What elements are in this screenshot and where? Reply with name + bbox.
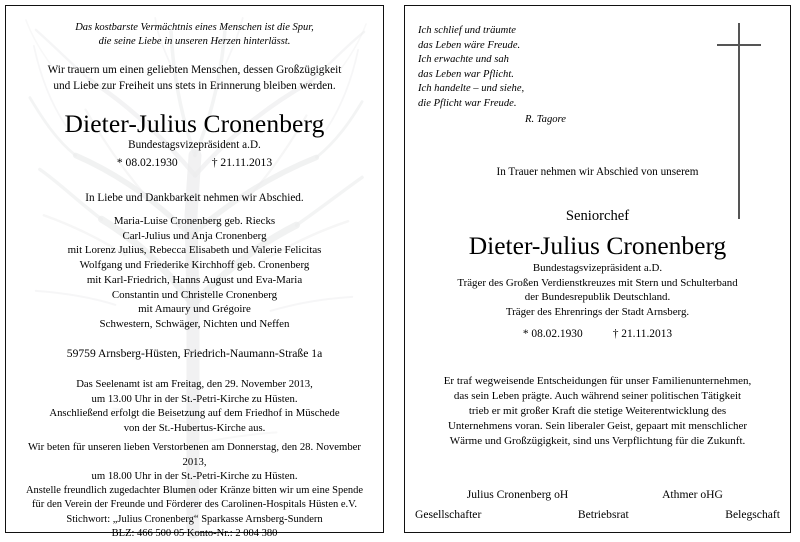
prayer-service-info: [16, 440, 373, 484]
service-line: um 13.00 Uhr in der St.-Petri-Kirche zu Hüsten.: [91, 392, 298, 405]
memorial-verse: [26, 21, 363, 49]
birth-date: * 08.02.1930: [522, 328, 583, 340]
service-line: Das Seelenamt ist am Freitag, den 29. November 2013,: [76, 378, 313, 390]
family-member: mit Lorenz Julius, Rebecca Elisabeth und Valerie Felicitas: [67, 244, 322, 257]
family-member: Carl-Julius und Anja Cronenberg: [122, 229, 267, 242]
tribute-line: Wärme und Großzügigkeit, sind uns Verpflichtung für die Zukunft.: [449, 435, 746, 448]
obituary-notice-family: [5, 5, 384, 540]
verse-line: Das kostbarste Vermächtnis eines Menschen ist die Spur,: [75, 22, 314, 33]
poem-line: Ich erwachte und sah: [418, 54, 509, 66]
verse-line: die seine Liebe in unseren Herzen hinterlässt.: [98, 36, 291, 47]
intro-line: Wir trauern um einen geliebten Menschen, dessen Großzügigkeit: [47, 64, 342, 76]
cross-icon-horizontal: [717, 44, 761, 46]
signatory-roles: [415, 508, 780, 521]
donation-line: für den Verein der Freunde und Förderer des Carolinen-Hospitals Hüsten e.V.: [31, 499, 358, 511]
company-name-2: Athmer oHG: [662, 488, 723, 501]
obituary-notice-company: [404, 5, 791, 533]
honor-line: Bundestagsvizepräsident a.D.: [532, 262, 663, 274]
signatory-role-shareholders: Gesellschafter: [415, 508, 482, 521]
family-member: mit Karl-Friedrich, Hanns August und Eva-Maria: [86, 273, 303, 286]
life-dates: [16, 156, 373, 169]
company-name-1: Julius Cronenberg oH: [466, 488, 569, 501]
poem-line: Ich handelte – und siehe,: [418, 83, 525, 95]
donation-line: Stichwort: „Julius Cronenberg“ Sparkasse Arnsberg-Sundern: [66, 513, 323, 525]
family-address: 59759 Arnsberg-Hüsten, Friedrich-Naumann-Straße 1a: [66, 347, 323, 360]
family-member: Wolfgang und Friederike Kirchhoff geb. Cronenberg: [79, 259, 310, 272]
honor-line: der Bundesrepublik Deutschland.: [524, 291, 671, 304]
death-date: † 21.11.2013: [612, 328, 673, 340]
deceased-name: Dieter-Julius Cronenberg: [468, 231, 727, 260]
poem-line: das Leben war Pflicht.: [418, 68, 514, 80]
death-date: † 21.11.2013: [211, 156, 273, 169]
donation-line: BLZ: 466 500 05 Konto-Nr.: 2 004 380: [111, 528, 278, 540]
honor-line: Träger des Großen Verdienstkreuzes mit Stern und Schulterband: [457, 276, 738, 289]
prayer-line: um 18.00 Uhr in der St.-Petri-Kirche zu Hüsten.: [91, 470, 298, 483]
mourning-intro: [24, 63, 365, 94]
tagore-poem: [418, 24, 566, 127]
donation-request: [18, 484, 371, 542]
family-member: Constantin und Christelle Cronenberg: [111, 288, 278, 301]
tribute-line: trieb er mit großer Kraft die stetige Weiterentwicklung des: [468, 405, 727, 418]
intro-line: und Liebe zur Freiheit uns stets in Erinnerung bleiben werden.: [53, 79, 336, 92]
family-member: Maria-Luise Cronenberg geb. Riecks: [113, 215, 276, 227]
signatory-companies: [419, 488, 776, 501]
farewell-text: In Liebe und Dankbarkeit nehmen wir Abschied.: [85, 192, 304, 204]
company-tribute: [419, 374, 776, 449]
donation-line: Anstelle freundlich zugedachter Blumen oder Kränze bitten wir um eine Spende: [25, 485, 364, 496]
deceased-title: Bundestagsvizepräsident a.D.: [128, 139, 261, 151]
senior-label: Seniorchef: [565, 208, 630, 224]
life-dates: [415, 328, 780, 340]
poem-line: das Leben wäre Freude.: [418, 39, 521, 51]
funeral-service-info: [20, 377, 369, 435]
cross-icon-vertical: [738, 23, 740, 219]
prayer-line: Wir beten für unseren lieben Verstorbenen am Donnerstag, den 28. November 2013,: [28, 441, 361, 468]
signatory-role-workforce: Belegschaft: [725, 508, 780, 521]
mourning-lead: In Trauer nehmen wir Abschied von unserem: [496, 166, 699, 178]
poem-attribution: R. Tagore: [524, 113, 566, 125]
honors-list: [415, 261, 780, 319]
family-list: [16, 214, 373, 332]
honor-line: Träger des Ehrenrings der Stadt Arnsberg.: [505, 305, 690, 318]
family-member: Schwestern, Schwäger, Nichten und Neffen: [99, 317, 290, 330]
tribute-line: das sein Leben prägte. Auch während seiner politischen Tätigkeit: [453, 390, 742, 403]
signatory-role-works-council: Betriebsrat: [577, 508, 629, 521]
tribute-line: Unternehmens voran. Sein liberaler Geist, gepaart mit menschlicher: [447, 420, 748, 433]
poem-line: die Pflicht war Freude.: [418, 97, 517, 109]
poem-line: Ich schlief und träumte: [418, 25, 516, 36]
service-line: von der St.-Hubertus-Kirche aus.: [123, 421, 266, 434]
birth-date: * 08.02.1930: [116, 156, 178, 169]
tribute-line: Er traf wegweisende Entscheidungen für unser Familienunternehmen,: [443, 375, 752, 387]
service-line: Anschließend erfolgt die Beisetzung auf dem Friedhof in Müschede: [49, 407, 340, 420]
family-member: mit Amaury und Grégoire: [138, 303, 251, 316]
deceased-name: Dieter-Julius Cronenberg: [64, 109, 325, 138]
